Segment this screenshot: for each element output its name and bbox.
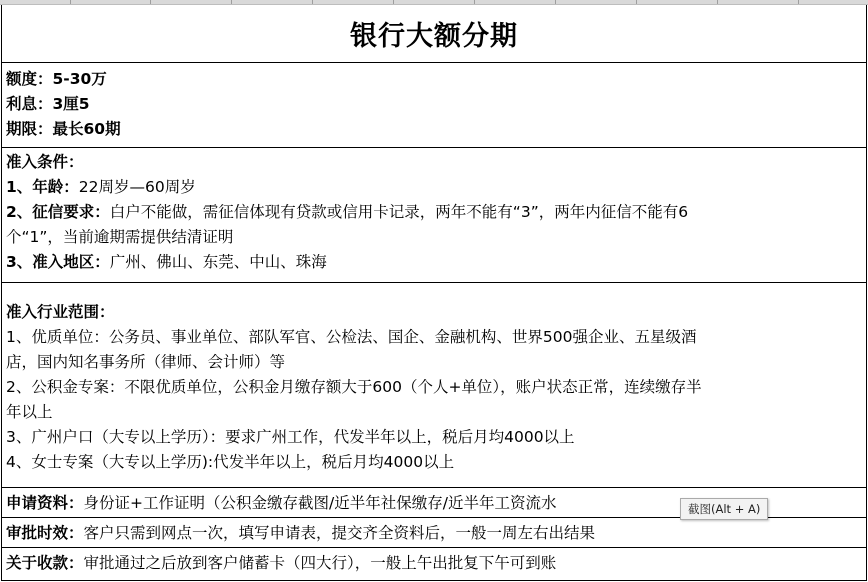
industry-line-6: 4、女士专案（大专以上学历):代发半年以上，税后月均4000以上 (6, 453, 455, 471)
industry-line-4: 年以上 (6, 403, 53, 421)
spreadsheet-sheet (1, 5, 867, 581)
amount-row (2, 67, 866, 92)
term-row (2, 117, 866, 142)
materials-label: 申请资料： (6, 494, 84, 512)
term-label: 期限： (6, 120, 53, 138)
credit-value: 白户不能做，需征信体现有贷款或信用卡记录，两年不能有“3”，两年内征信不能有6 (109, 203, 689, 221)
conditions-cell[interactable] (2, 148, 866, 283)
fees-label: 关于收款： (6, 554, 84, 572)
industry-heading: 准入行业范围： (6, 303, 115, 321)
industry-line-5: 3、广州户口（大专以上学历）：要求广州工作，代发半年以上，税后月均4000以上 (6, 428, 575, 446)
page-title-text: 银行大额分期 (350, 21, 518, 52)
approval-row (2, 521, 866, 546)
page-title[interactable] (2, 5, 866, 63)
fees-row (2, 551, 866, 576)
industry-cell[interactable] (2, 283, 866, 488)
amount-label: 额度： (6, 70, 53, 88)
interest-label: 利息： (6, 95, 53, 113)
region-label: 3、准入地区： (6, 253, 110, 271)
materials-value: 身份证+工作证明（公积金缴存截图/近半年社保缴存/近半年工资流水 (83, 494, 557, 512)
industry-line-3: 2、公积金专案：不限优质单位，公积金月缴存额大于600（个人+单位），账户状态正常，连续缴存半 (6, 378, 702, 396)
term-value: 最长60期 (52, 120, 121, 138)
industry-line-1: 1、优质单位：公务员、事业单位、部队军官、公检法、国企、金融机构、世界500强企业、五星级酒 (6, 328, 697, 346)
basic-info-cell[interactable] (2, 63, 866, 148)
age-value: 22周岁—60周岁 (78, 178, 196, 196)
interest-row (2, 92, 866, 117)
fees-value: 审批通过之后放到客户储蓄卡（四大行），一般上午出批复下午可到账 (83, 554, 557, 572)
approval-label: 审批时效： (6, 524, 84, 542)
region-value: 广州、佛山、东莞、中山、珠海 (109, 253, 327, 271)
screenshot-tooltip: 截图(Alt + A) (680, 498, 768, 520)
region-row (2, 250, 866, 275)
age-label: 1、年龄： (6, 178, 79, 196)
credit-label: 2、征信要求： (6, 203, 110, 221)
conditions-heading: 准入条件： (6, 153, 84, 171)
industry-line-2: 店，国内知名事务所（律师、会计师）等 (6, 353, 286, 371)
approval-cell[interactable] (2, 518, 866, 548)
amount-value: 5-30万 (52, 70, 107, 88)
credit-row-continued: 个“1”，当前逾期需提供结清证明 (6, 228, 234, 246)
interest-value: 3厘5 (52, 95, 90, 113)
age-row (2, 175, 866, 200)
fees-cell[interactable] (2, 548, 866, 581)
credit-row (2, 200, 866, 225)
approval-value: 客户只需到网点一次，填写申请表，提交齐全资料后，一般一周左右出结果 (83, 524, 596, 542)
